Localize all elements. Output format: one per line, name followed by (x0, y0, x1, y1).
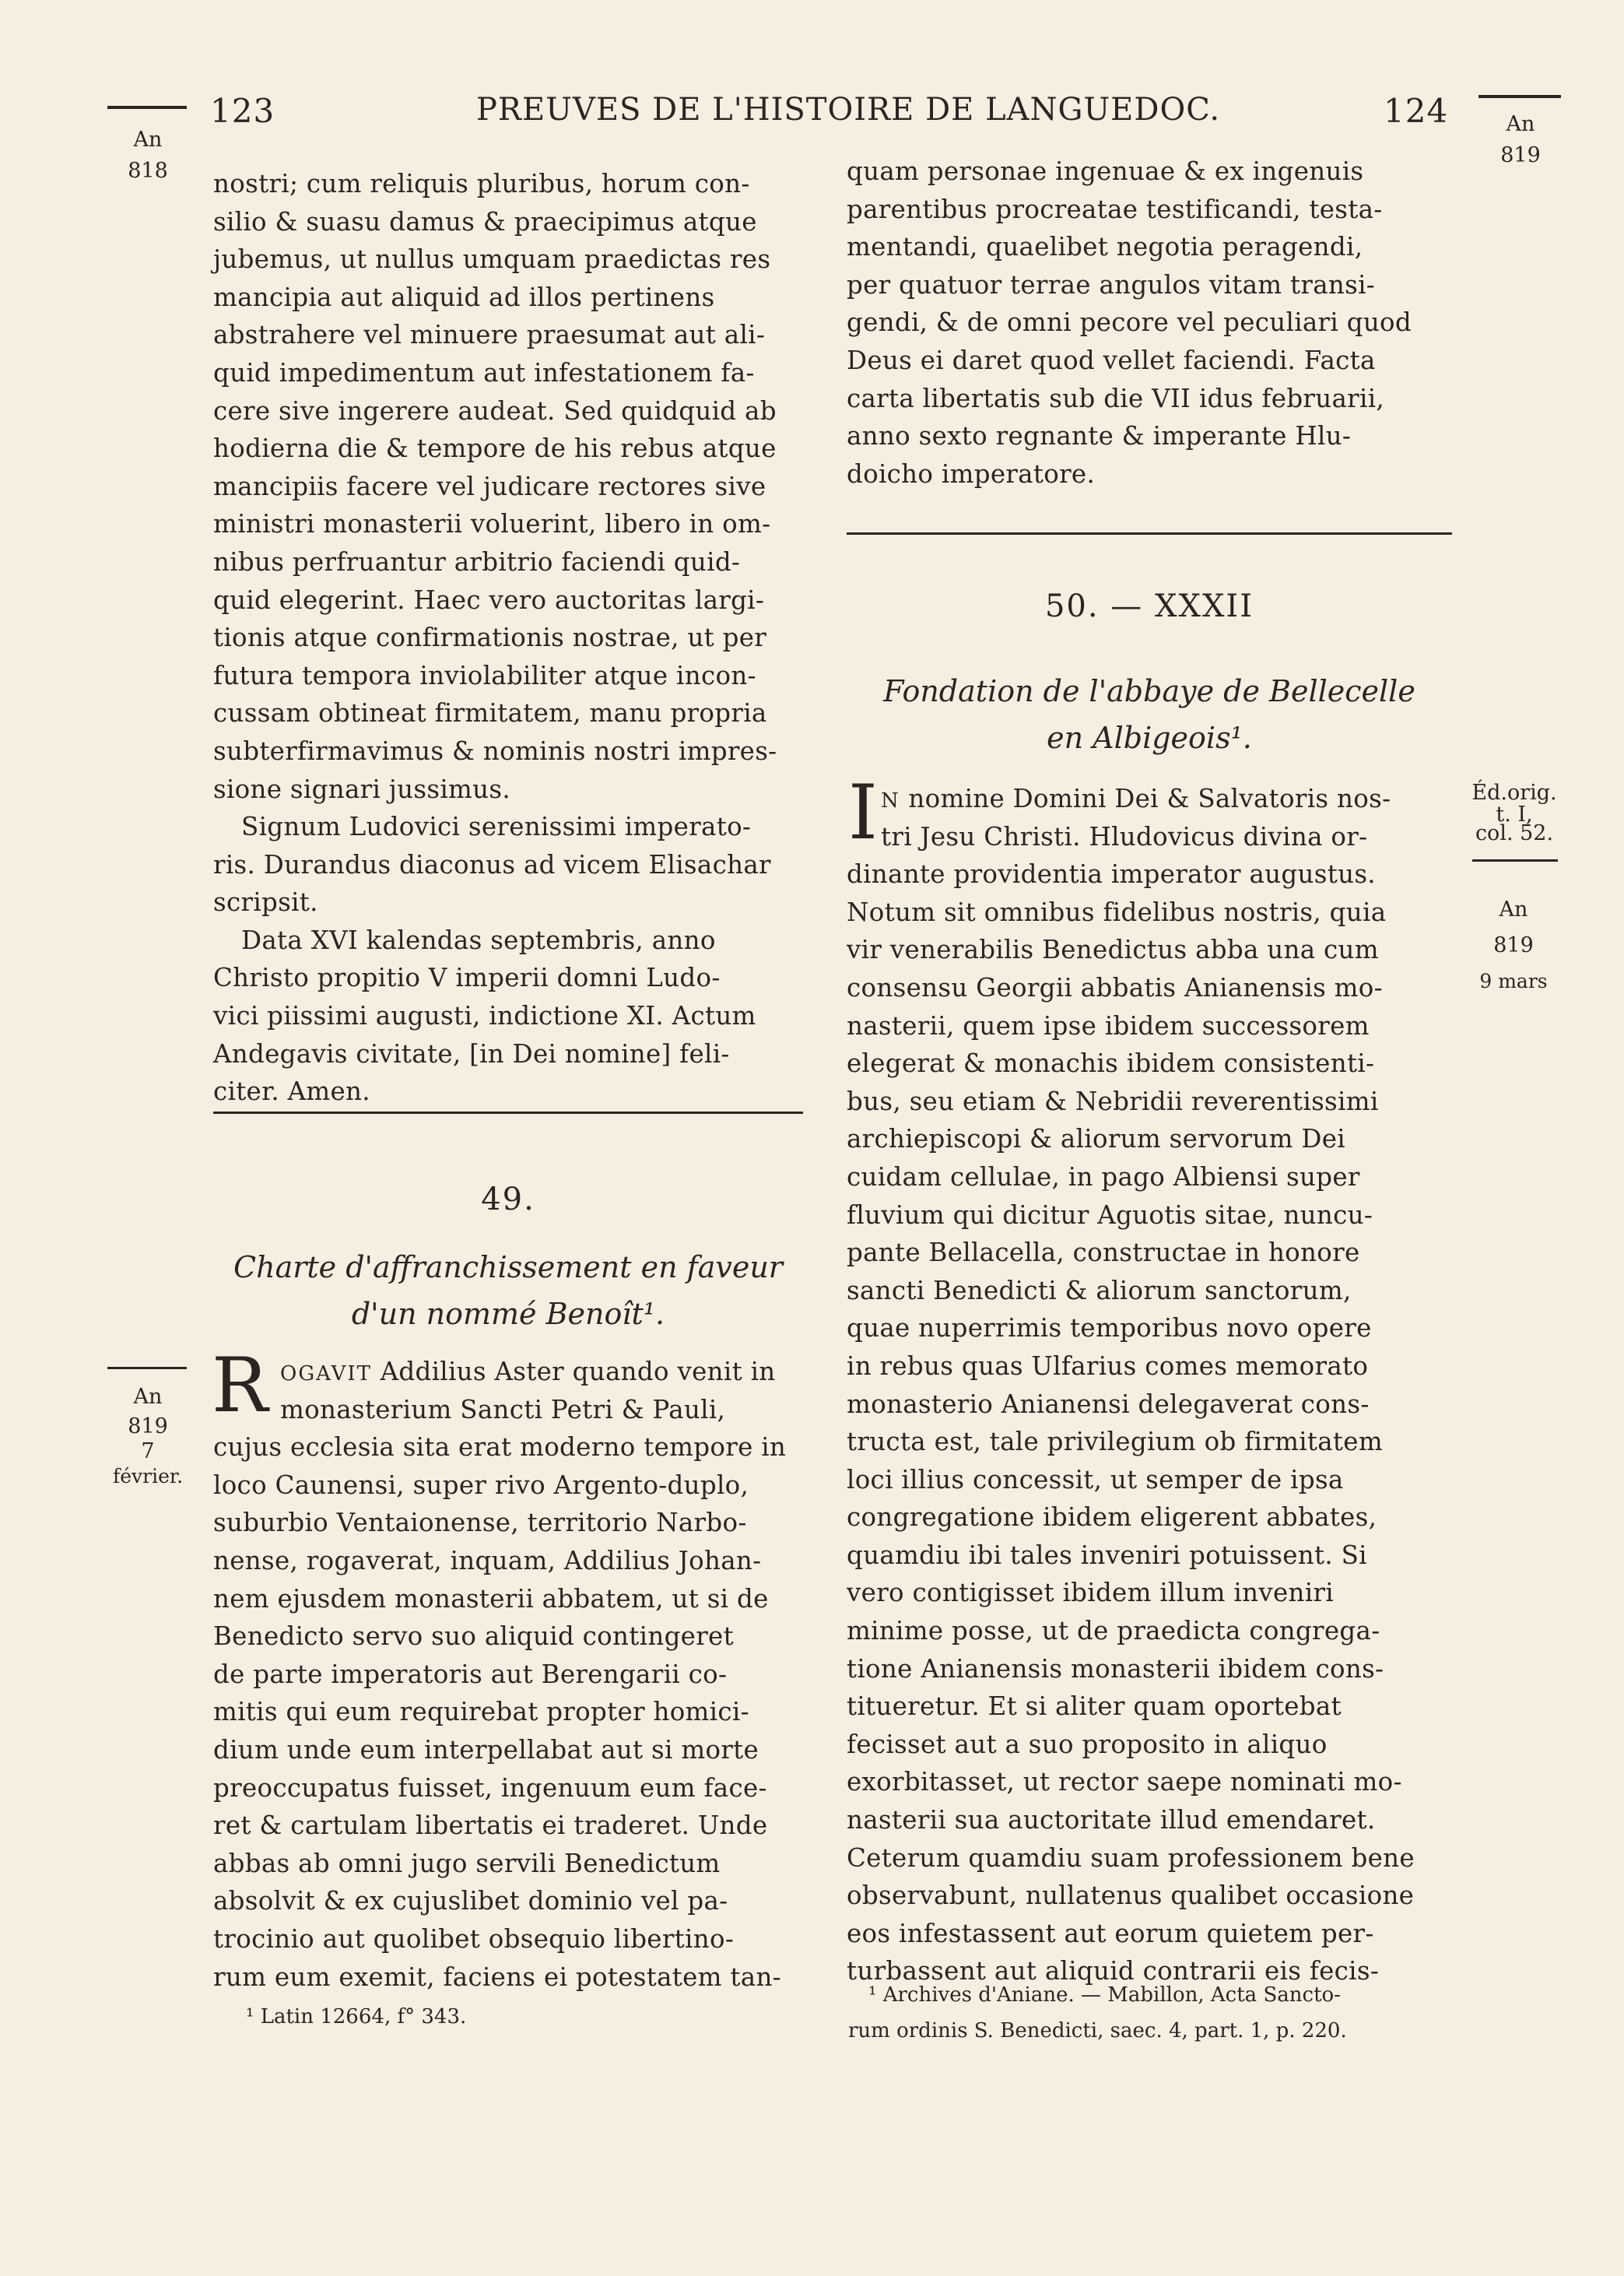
text-line: ris. Durandus diaconus ad vicem Elisachar (213, 849, 771, 880)
footnote-right-line2: rum ordinis S. Benedicti, saec. 4, part. 1, p. 220. (848, 2019, 1347, 2042)
doc49-title-line2: d'un nommé Benoît¹. (351, 1297, 665, 1331)
text-line: futura tempora inviolabiliter atque incon- (213, 660, 756, 690)
text-line: Andegavis civitate, [in Dei nomine] feli- (213, 1038, 730, 1069)
text-line: monasterio Anianensi delegaverat cons- (847, 1389, 1370, 1419)
margin-note-line: Éd.orig. (1471, 781, 1557, 805)
text-line: quid elegerint. Haec vero auctoritas largi- (213, 585, 765, 615)
text-line: Christo propitio V imperii domni Ludo- (213, 963, 721, 993)
text-line: mentandi, quaelibet negotia peragendi, (847, 232, 1363, 262)
text-line: minime posse, ut de praedicta congrega- (847, 1616, 1380, 1646)
margin-note-line: col. 52. (1475, 821, 1554, 845)
right-column-text (847, 153, 1412, 493)
margin-note-line: An (1506, 112, 1535, 136)
text-line: mitis qui eum requirebat propter homici- (213, 1697, 749, 1727)
running-title: PREUVES DE L'HISTOIRE DE LANGUEDOC. (476, 92, 1221, 128)
text-line: mancipiis facere vel judicare rectores sive (213, 471, 766, 501)
text-line: cuidam cellulae, in pago Albiensi super (847, 1161, 1360, 1192)
text-line: ministri monasterii voluerint, libero in om- (213, 509, 771, 539)
text-line: gendi, & de omni pecore vel peculiari quod (847, 307, 1412, 338)
text-line: abstrahere vel minuere praesumat aut ali- (213, 320, 766, 350)
text-line: archiepiscopi & aliorum servorum Dei (847, 1124, 1345, 1154)
text-line: cujus ecclesia sita erat moderno tempore in (213, 1432, 787, 1463)
margin-note-line: 9 mars (1479, 970, 1548, 992)
margin-note-line: 819 (1500, 143, 1541, 167)
text-line: consensu Georgii abbatis Anianensis mo- (847, 972, 1383, 1003)
margin-note-line: An (133, 128, 163, 152)
text-line: carta libertatis sub die VII idus februarii, (847, 383, 1385, 413)
text-line: cussam obtineat firmitatem, manu propria (213, 698, 767, 729)
margin-note-line: 819 (1493, 933, 1534, 957)
text-line: tri Jesu Christi. Hludovicus divina or- (881, 821, 1368, 852)
text-line: tructa est, tale privilegium ob firmitatem (847, 1427, 1383, 1457)
text-line: vici piissimi augusti, indictione XI. Actum (213, 1001, 756, 1031)
text-line: quae nuperrimis temporibus novo opere (847, 1313, 1372, 1343)
footnote-left: ¹ Latin 12664, f° 343. (246, 2005, 467, 2028)
text-line: turbassent aut aliquid contrarii eis fecis- (847, 1956, 1380, 1986)
text-line: rum eum exemit, faciens ei potestatem tan- (213, 1962, 781, 1992)
page-number-right: 124 (1384, 92, 1449, 130)
text-line: citer. Amen. (213, 1077, 370, 1107)
text-line: vero contigisset ibidem illum inveniri (847, 1578, 1334, 1608)
margin-note-line: février. (112, 1465, 184, 1487)
text-line: observabunt, nullatenus qualibet occasione (847, 1881, 1415, 1911)
doc50-dropcap: I (848, 769, 878, 856)
text-line: sancti Benedicti & aliorum sanctorum, (847, 1275, 1352, 1305)
text-line: nem ejusdem monasterii abbatem, ut si de (213, 1583, 769, 1614)
margin-note-top-right (1497, 109, 1544, 171)
doc49-title-line1: Charte d'affranchissement en faveur (233, 1250, 783, 1284)
doc50-number: 50. — XXXII (1044, 588, 1254, 624)
text-line: ret & cartulam libertatis ei traderet. Unde (213, 1811, 768, 1841)
doc49-first-word: OGAVIT (280, 1362, 372, 1386)
text-line: fluvium qui dicitur Aguotis sitae, nuncu- (847, 1199, 1373, 1230)
doc49-text (213, 1353, 786, 1996)
text-line: abbas ab omni jugo servili Benedictum (213, 1848, 721, 1878)
text-line: trocinio aut quolibet obsequio libertino- (213, 1923, 735, 1954)
margin-note-line: An (1499, 897, 1528, 922)
margin-note-doc50 (1478, 892, 1549, 999)
doc50-first-word: N (881, 789, 900, 813)
text-line (847, 780, 1415, 818)
margin-rule-doc50 (1472, 859, 1558, 862)
text-line: eos infestassent aut eorum quietem per- (847, 1918, 1374, 1948)
text-line: tione Anianensis monasterii ibidem cons- (847, 1653, 1384, 1684)
doc49-number: 49. (481, 1182, 535, 1217)
text-line: tionis atque confirmationis nostrae, ut per (213, 623, 767, 653)
text-line: subterfirmavimus & nominis nostri impres- (213, 736, 777, 766)
text-line: mancipia aut aliquid ad illos pertinens (213, 282, 715, 312)
text-line: absolvit & ex cujuslibet dominio vel pa- (213, 1886, 728, 1916)
page-number-left: 123 (210, 92, 275, 130)
text-line: nasterii, quem ipse ibidem successorem (847, 1010, 1370, 1041)
text-line: monasterium Sancti Petri & Pauli, (280, 1394, 726, 1424)
text-line: preoccupatus fuisset, ingenuum eum face- (213, 1772, 767, 1803)
header-rule-left (107, 106, 187, 109)
text-line: jubemus, ut nullus umquam praedictas res (213, 244, 771, 275)
text-line: elegerat & monachis ibidem consistenti- (847, 1048, 1375, 1079)
text-line: nibus perfruantur arbitrio faciendi quid- (213, 546, 741, 577)
text-line: doicho imperatore. (847, 458, 1096, 489)
separator-rule-left (213, 1112, 803, 1114)
doc50-text (847, 780, 1415, 1990)
text-line: bus, seu etiam & Nebridii reverentissimi (847, 1086, 1379, 1116)
text-fragment: nomine Domini Dei & Salvatoris nos- (900, 784, 1391, 813)
text-line: quid impedimentum aut infestationem fa- (213, 357, 755, 388)
text-line: Notum sit omnibus fidelibus nostris, quia (847, 897, 1387, 927)
text-line: congregatione ibidem eligerent abbates, (847, 1502, 1377, 1533)
text-line: parentibus procreatae testificandi, testa- (847, 194, 1383, 224)
text-line: nostri; cum reliquis pluribus, horum con- (213, 169, 750, 198)
text-fragment: Addilius Aster quando venit in (371, 1357, 776, 1386)
text-line: anno sexto regnante & imperante Hlu- (847, 421, 1352, 451)
text-line: silio & suasu damus & praecipimus atque (213, 206, 757, 237)
text-line (213, 1353, 786, 1391)
margin-note-top-left (125, 125, 171, 187)
text-line: quamdiu ibi tales inveniri potuissent. Si (847, 1540, 1367, 1570)
margin-note-edorig (1468, 780, 1561, 844)
text-line: dium unde eum interpellabat aut si morte (213, 1734, 759, 1765)
text-line: cere sive ingerere audeat. Sed quidquid ab (213, 395, 777, 426)
doc50-title-line1: Fondation de l'abbaye de Bellecelle (883, 674, 1415, 708)
margin-note-line: An (133, 1385, 163, 1409)
margin-note-line: 819 (128, 1414, 168, 1438)
footnote-right-line1: ¹ Archives d'Aniane. — Mabillon, Acta Sancto- (868, 1983, 1341, 2007)
left-column-text (213, 165, 777, 1111)
doc49-dropcap: R (212, 1342, 268, 1429)
text-line: scripsit. (213, 887, 318, 918)
text-line: titueretur. Et si aliter quam oportebat (847, 1691, 1342, 1722)
text-line: suburbio Ventaionense, territorio Narbo- (213, 1508, 747, 1538)
margin-note-line: 7 (141, 1439, 155, 1463)
separator-rule-right (847, 532, 1452, 535)
margin-rule-doc49 (107, 1367, 187, 1369)
text-line: Deus ei daret quod vellet faciendi. Facta (847, 345, 1376, 375)
text-line: loco Caunensi, super rivo Argento-duplo, (213, 1470, 749, 1500)
doc50-title-line2: en Albigeois¹. (1047, 721, 1252, 755)
text-line: per quatuor terrae angulos vitam transi- (847, 269, 1376, 300)
text-line: Signum Ludovici serenissimi imperato- (241, 812, 752, 842)
text-line: Ceterum quamdiu suam professionem bene (847, 1842, 1415, 1873)
text-line: pante Bellacella, constructae in honore (847, 1238, 1360, 1268)
text-line: loci illius concessit, ut semper de ipsa (847, 1464, 1344, 1495)
text-line: de parte imperatoris aut Berengarii co- (213, 1659, 728, 1689)
text-line: in rebus quas Ulfarius comes memorato (847, 1350, 1369, 1381)
text-line: exorbitasset, ut rector saepe nominati mo- (847, 1767, 1402, 1797)
text-line: Data XVI kalendas septembris, anno (241, 925, 716, 955)
header-rule-right (1478, 95, 1561, 98)
margin-note-line: t. I, (1496, 803, 1533, 827)
text-line: hodierna die & tempore de his rebus atque (213, 434, 777, 464)
text-line: fecisset aut a suo proposito in aliquo (847, 1729, 1328, 1759)
margin-note-line: 818 (128, 159, 168, 183)
text-line: dinante providentia imperator augustus. (847, 859, 1376, 890)
text-line: nense, rogaverat, inquam, Addilius Johan- (213, 1545, 762, 1575)
margin-note-doc49 (109, 1382, 187, 1491)
text-line: vir venerabilis Benedictus abba una cum (847, 935, 1379, 965)
text-line: quam personae ingenuae & ex ingenuis (847, 156, 1364, 186)
text-line: sione signari jussimus. (213, 774, 510, 804)
text-line: nasterii sua auctoritate illud emendaret. (847, 1805, 1376, 1835)
text-line: Benedicto servo suo aliquid contingeret (213, 1621, 734, 1652)
